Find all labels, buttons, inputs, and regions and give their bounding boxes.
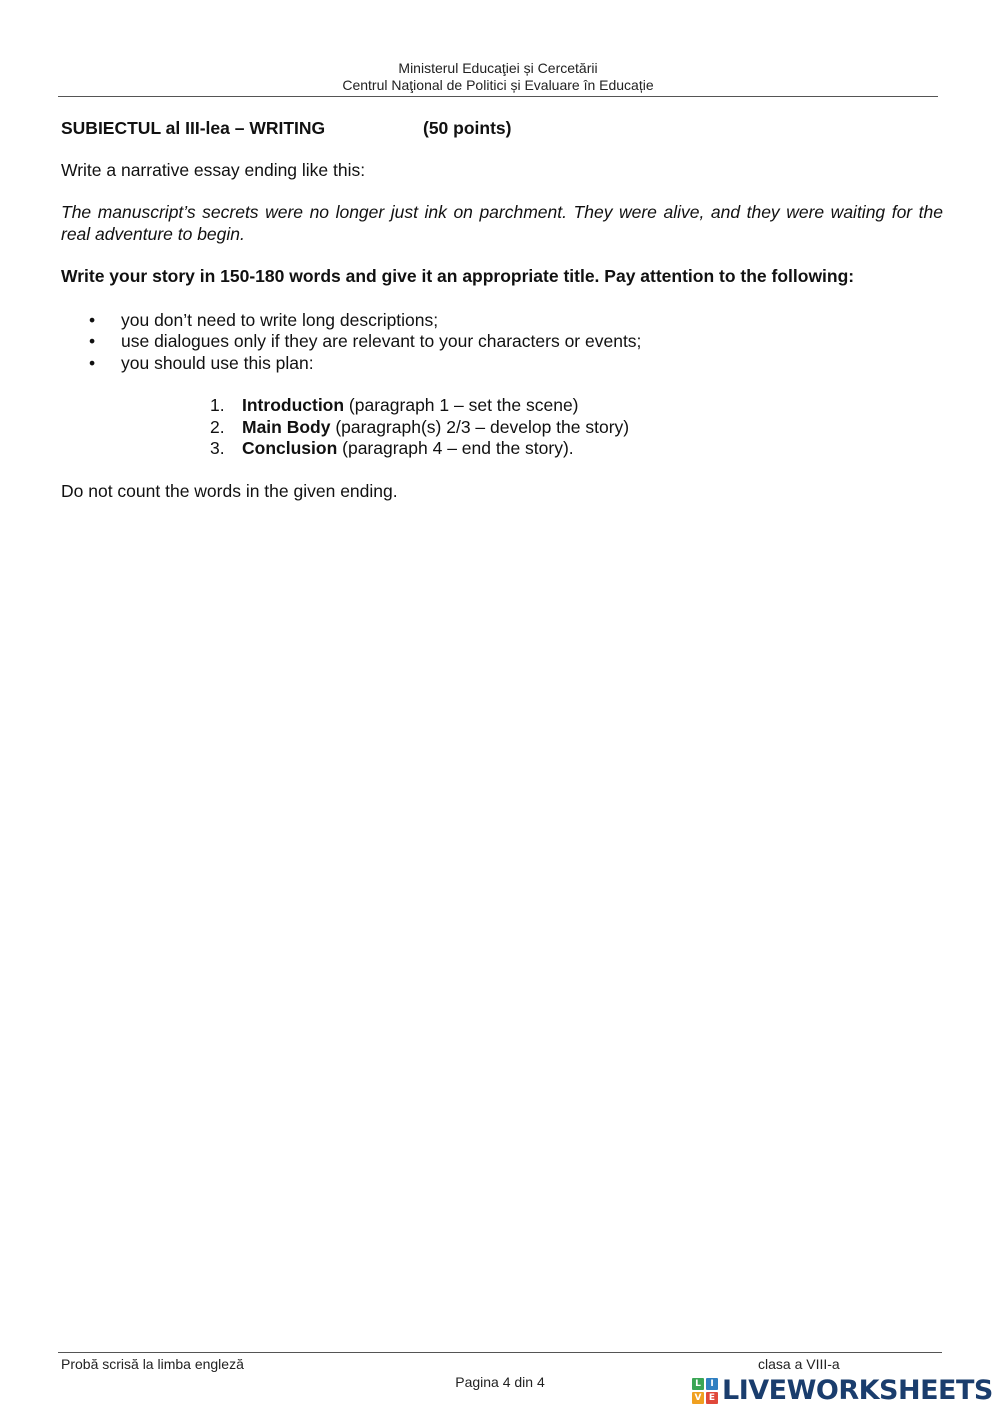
header-center: Centrul Naţional de Politici și Evaluare în Educație bbox=[342, 77, 654, 93]
logo-letter-l: L bbox=[692, 1378, 704, 1390]
liveworksheets-brand[interactable] bbox=[692, 1375, 993, 1407]
tips-list bbox=[61, 310, 943, 375]
plan-number: 1. bbox=[210, 395, 225, 415]
plan-number: 3. bbox=[210, 438, 225, 458]
plan-desc: (paragraph(s) 2/3 – develop the story) bbox=[330, 416, 630, 437]
tip-text: use dialogues only if they are relevant to your characters or events; bbox=[121, 331, 642, 351]
header-ministry: Ministerul Educaţiei și Cercetării bbox=[398, 60, 598, 76]
subject-heading bbox=[61, 118, 943, 140]
essay-plan bbox=[61, 395, 943, 460]
logo-letter-v: V bbox=[692, 1392, 704, 1404]
plan-term: Introduction bbox=[242, 395, 345, 415]
tip-text: you don’t need to write long descriptions; bbox=[121, 309, 439, 330]
page-header bbox=[58, 60, 938, 94]
plan-item bbox=[61, 438, 943, 460]
liveworksheets-logo-icon bbox=[692, 1378, 718, 1404]
list-item bbox=[61, 310, 943, 332]
footer-divider bbox=[58, 1352, 942, 1353]
list-item bbox=[61, 331, 943, 353]
plan-item bbox=[61, 417, 943, 439]
task-intro: Write a narrative essay ending like this: bbox=[61, 159, 366, 180]
bullet-icon: • bbox=[89, 331, 96, 351]
bullet-icon: • bbox=[89, 352, 96, 373]
subject-points: (50 points) bbox=[423, 118, 512, 138]
bullet-icon: • bbox=[89, 309, 96, 330]
list-item bbox=[61, 353, 943, 375]
footer-exam-name: Probă scrisă la limba engleză bbox=[61, 1356, 244, 1372]
word-count-note: Do not count the words in the given ending. bbox=[61, 480, 398, 501]
plan-term: Conclusion bbox=[242, 438, 338, 458]
logo-letter-i: I bbox=[706, 1378, 718, 1390]
plan-number: 2. bbox=[210, 416, 225, 437]
exam-content bbox=[61, 118, 943, 502]
tip-text: you should use this plan: bbox=[121, 352, 314, 373]
plan-item bbox=[61, 395, 943, 417]
header-divider bbox=[58, 96, 938, 97]
footer-grade: clasa a VIII-a bbox=[758, 1356, 840, 1372]
plan-desc: (paragraph 1 – set the scene) bbox=[344, 395, 579, 415]
task-instructions: Write your story in 150-180 words and give it an appropriate title. Pay attention to the following: bbox=[61, 266, 855, 286]
page-number: Pagina 4 din 4 bbox=[455, 1374, 545, 1390]
plan-desc: (paragraph 4 – end the story). bbox=[337, 438, 574, 458]
logo-letter-e: E bbox=[706, 1392, 718, 1404]
plan-term: Main Body bbox=[242, 416, 331, 437]
given-ending: The manuscript’s secrets were no longer just ink on parchment. They were alive, and they were waiting for the real adventure to begin. bbox=[61, 202, 943, 244]
brand-wordmark: LIVEWORKSHEETS bbox=[722, 1375, 993, 1406]
subject-title: SUBIECTUL al III-lea – WRITING bbox=[61, 118, 326, 138]
